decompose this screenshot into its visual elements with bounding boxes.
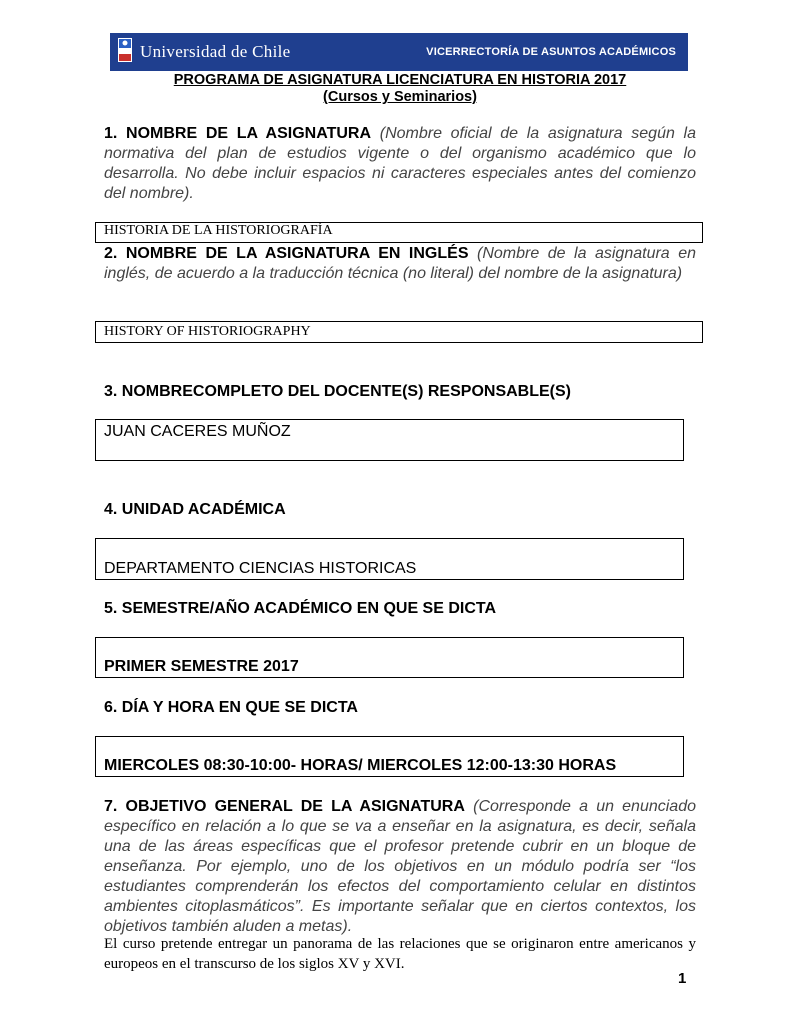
page-number: 1: [678, 970, 687, 987]
section-5-value: PRIMER SEMESTRE 2017: [104, 658, 299, 675]
section-2-value: HISTORY OF HISTORIOGRAPHY: [104, 324, 311, 339]
section-4-value: DEPARTAMENTO CIENCIAS HISTORICAS: [104, 560, 417, 577]
section-2-value-box: [95, 321, 703, 343]
university-name: Universidad de Chile: [140, 42, 291, 61]
section-5-value-box: [95, 637, 684, 678]
section-6-value-box: [95, 736, 684, 777]
section-3: [104, 382, 696, 402]
section-1-value-box: [95, 222, 703, 243]
section-3-value: JUAN CACERES MUÑOZ: [104, 423, 291, 440]
vicerrectoria-label: VICERRECTORÍA DE ASUNTOS ACADÉMICOS: [426, 46, 676, 58]
section-5-heading: 5. SEMESTRE/AÑO ACADÉMICO EN QUE SE DICTA: [104, 600, 497, 617]
section-6-heading: 6. DÍA Y HORA EN QUE SE DICTA: [104, 699, 358, 716]
section-6: [104, 698, 696, 718]
section-2-note: (Nombre de la asignatura en inglés, de acuerdo a la traducción técnica (no literal) del nombre de la asignatura): [104, 245, 696, 282]
university-crest-icon: [117, 37, 133, 65]
section-7-note: (Corresponde a un enunciado específico en relación a lo que se va a enseñar en la asignatura, es decir, señala una de las áreas específicas que el profesor pretende cubrir en un bloque de enseñanza. Por ejemplo, uno de los objetivos en un módulo podría ser “los estudiantes comprenderán los efectos del comportamiento celular en distintos ambientes citoplasmáticos”. Es importante señalar que en ciertos contextos, los objetivos también aluden a metas).: [104, 798, 697, 935]
section-3-value-box: [95, 419, 684, 461]
section-7: [104, 797, 696, 937]
section-2-heading: 2. NOMBRE DE LA ASIGNATURA EN INGLÉS: [104, 245, 469, 262]
section-1: [104, 124, 696, 204]
section-7-heading: 7. OBJETIVO GENERAL DE LA ASIGNATURA: [104, 798, 465, 815]
section-1-value: HISTORIA DE LA HISTORIOGRAFÍA: [104, 223, 333, 238]
program-subtitle: (Cursos y Seminarios): [323, 89, 477, 105]
section-7-value: El curso pretende entregar un panorama de las relaciones que se originaron entre americanos y europeos en el transcurso de los siglos XV y XVI.: [104, 936, 696, 972]
section-4-value-box: [95, 538, 684, 580]
program-title: PROGRAMA DE ASIGNATURA LICENCIATURA EN HISTORIA 2017: [173, 72, 627, 88]
section-4: [104, 500, 696, 520]
header-banner: [110, 33, 688, 71]
section-3-heading: 3. NOMBRECOMPLETO DEL DOCENTE(S) RESPONSABLE(S): [104, 383, 571, 400]
section-1-heading: 1. NOMBRE DE LA ASIGNATURA: [104, 125, 372, 142]
section-1-note: (Nombre oficial de la asignatura según la normativa del plan de estudios vigente o del organismo académico que lo desarrolla. No debe incluir espacios ni caracteres especiales antes del comienzo del nombre).: [104, 125, 697, 202]
section-4-heading: 4. UNIDAD ACADÉMICA: [104, 501, 286, 518]
section-5: [104, 599, 696, 619]
section-2: [104, 244, 696, 284]
section-6-value: MIERCOLES 08:30-10:00- HORAS/ MIERCOLES 12:00-13:30 HORAS: [104, 757, 617, 774]
